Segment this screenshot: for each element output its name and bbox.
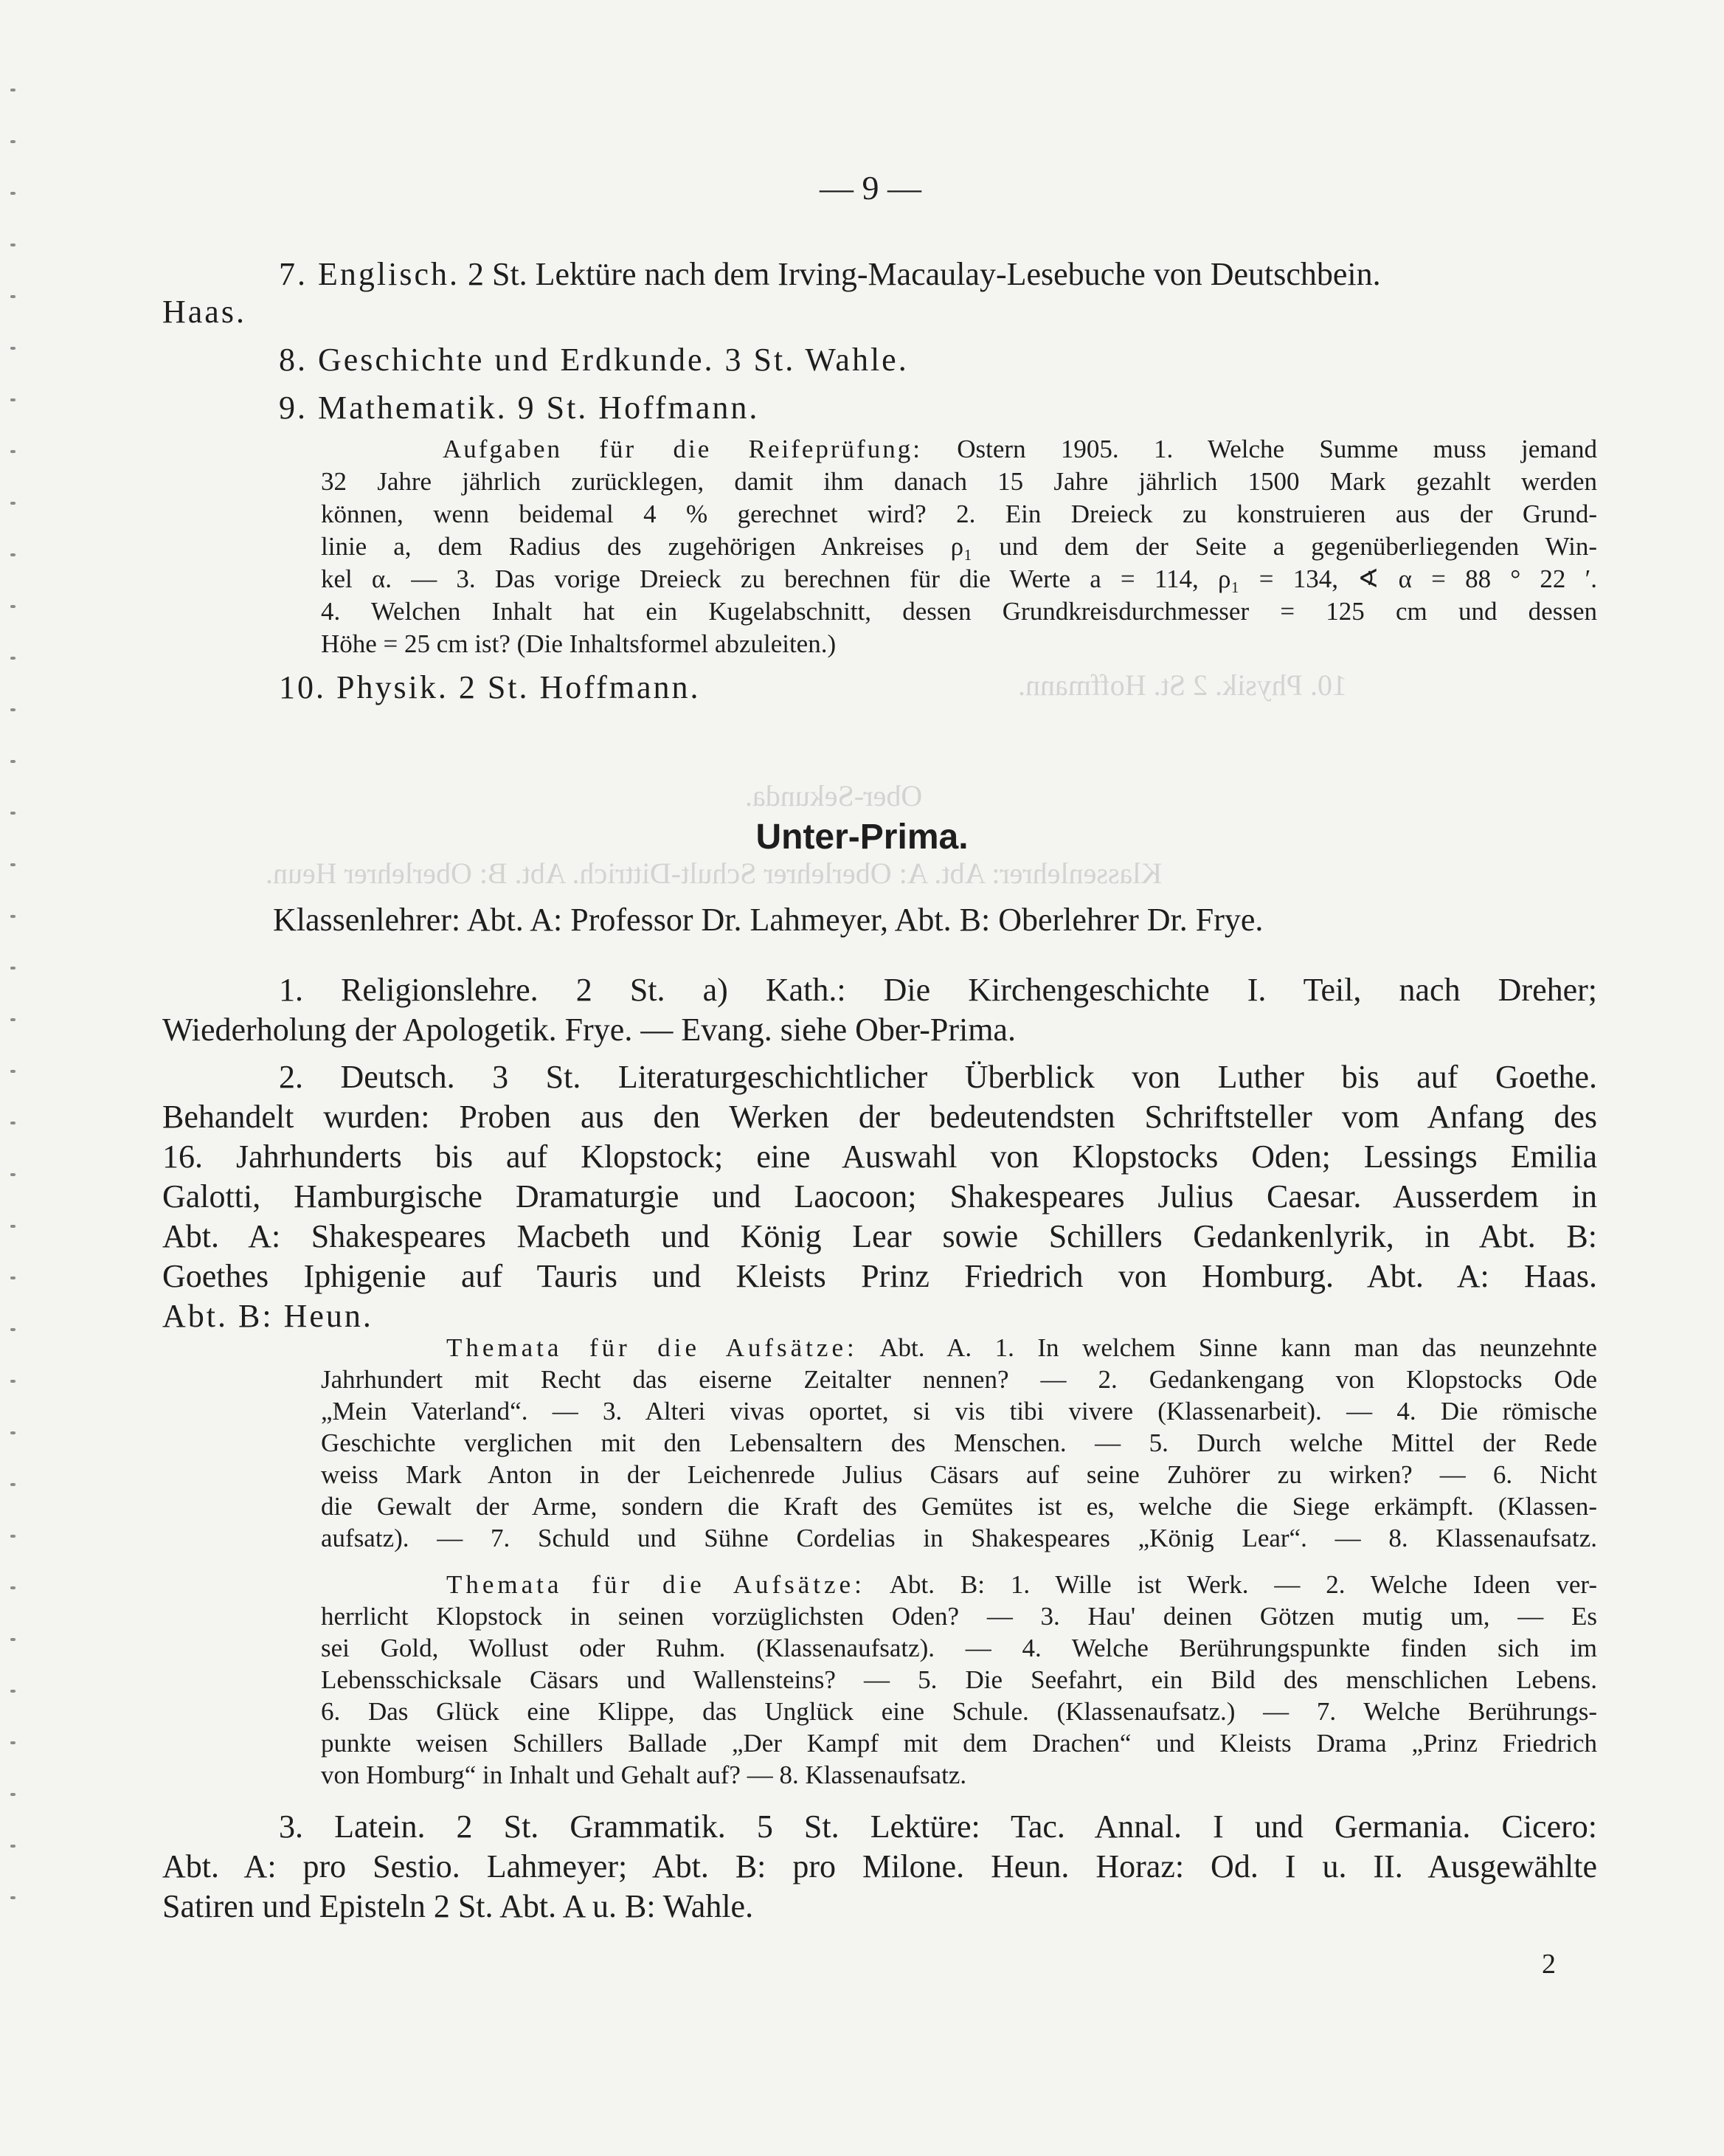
- text-line: Wiederholung der Apologetik. Frye. — Evang. siehe Ober-Prima.: [162, 1012, 1016, 1048]
- text-line: Satiren und Episteln 2 St. Abt. A u. B: Wahle.: [162, 1888, 754, 1924]
- text-line: Galotti, Hamburgische Dramaturgie und Laocoon; Shakespeares Julius Caesar. Ausserdem in: [162, 1178, 1597, 1215]
- math-line: [443, 434, 1597, 465]
- section-latein: 3. Latein. 2 St. Grammatik. 5 St. Lektüre: Tac. Annal. I und Germania. Cicero:: [279, 1808, 1597, 1845]
- text-line: 2 St. Lektüre nach dem Irving-Macaulay-Lesebuche von Deutschbein.: [467, 256, 1381, 292]
- essay-line: aufsatz). — 7. Schuld und Sühne Cordelias in Shakespeares „König Lear“. — 8. Klassenaufsatz.: [321, 1524, 1597, 1552]
- text-line: Abt. A: pro Sestio. Lahmeyer; Abt. B: pro Milone. Heun. Horaz: Od. I u. II. Ausgewählte: [162, 1848, 1597, 1884]
- bleed-through-text: 10. Physik. 2 St. Hoffmann.: [1018, 668, 1347, 702]
- essay-themes-b: [446, 1569, 1597, 1600]
- essay-line: punkte weisen Schillers Ballade „Der Kampf mit dem Drachen“ und Kleists Drama „Prinz Friedrich: [321, 1729, 1597, 1758]
- section-geschichte: 8. Geschichte und Erdkunde. 3 St. Wahle.: [279, 342, 909, 378]
- text-line: Haas.: [162, 294, 246, 330]
- lead-phrase: Themata für die Aufsätze:: [446, 1333, 858, 1362]
- text-line: Abt. A: Shakespeares Macbeth und König Lear sowie Schillers Gedankenlyrik, in Abt. B:: [162, 1218, 1597, 1254]
- math-line: Höhe = 25 cm ist? (Die Inhaltsformel abzuleiten.): [321, 629, 837, 658]
- essay-line: Geschichte verglichen mit den Lebensaltern des Menschen. — 5. Durch welche Mittel der Rede: [321, 1428, 1597, 1457]
- class-teachers: Klassenlehrer: Abt. A: Professor Dr. Lahmeyer, Abt. B: Oberlehrer Dr. Frye.: [273, 902, 1264, 938]
- section-mathematik: 9. Mathematik. 9 St. Hoffmann.: [279, 390, 760, 426]
- essay-themes-a: [446, 1333, 1597, 1364]
- math-line: linie a, dem Radius des zugehörigen Ankreises ρ₁ und dem der Seite a gegenüberliegenden Win-: [321, 532, 1597, 561]
- section-englisch: [279, 255, 1597, 294]
- math-line: 4. Welchen Inhalt hat ein Kugelabschnitt, dessen Grundkreisdurchmesser = 125 cm und dessen: [321, 597, 1597, 626]
- bleed-through-text: Ober-Sekunda.: [745, 779, 923, 812]
- subject-title: 7. Englisch.: [279, 256, 460, 292]
- math-line: können, wenn beidemal 4 % gerechnet wird? 2. Ein Dreieck zu konstruieren aus der Grund-: [321, 500, 1597, 528]
- lead-phrase: Aufgaben für die Reifeprüfung:: [443, 435, 922, 463]
- text-line: Abt. A. 1. In welchem Sinne kann man das neunzehnte: [879, 1333, 1597, 1362]
- lead-phrase: Themata für die Aufsätze:: [446, 1570, 865, 1599]
- section-physik: 10. Physik. 2 St. Hoffmann.: [279, 669, 701, 705]
- essay-line: weiss Mark Anton in der Leichenrede Julius Cäsars auf seine Zuhörer zu wirken? — 6. Nicht: [321, 1460, 1597, 1489]
- essay-line: Jahrhundert mit Recht das eiserne Zeitalter nennen? — 2. Gedankengang von Klopstocks Ode: [321, 1365, 1597, 1394]
- essay-line: die Gewalt der Arme, sondern die Kraft des Gemütes ist es, welche die Siege erkämpft. (Klassen-: [321, 1492, 1597, 1521]
- essay-line: herrlicht Klopstock in seinen vorzüglichsten Oden? — 3. Hau' deinen Götzen mutig um, — Es: [321, 1602, 1597, 1631]
- essay-line: Lebensschicksale Cäsars und Wallensteins? — 5. Die Seefahrt, ein Bild des menschlichen Lebens.: [321, 1665, 1597, 1694]
- page-number: — 9 —: [820, 169, 921, 207]
- math-line: kel α. — 3. Das vorige Dreieck zu berechnen für die Werte a = 114, ρ₁ = 134, ∢ α = 88 ° 22 ′.: [321, 564, 1597, 593]
- essay-line: „Mein Vaterland“. — 3. Alteri vivas oportet, si vis tibi vivere (Klassenarbeit). — 4. Die römische: [321, 1397, 1597, 1426]
- essay-line: sei Gold, Wollust oder Ruhm. (Klassenaufsatz). — 4. Welche Berührungspunkte finden sich im: [321, 1634, 1597, 1662]
- bleed-through-text: Klassenlehrer: Abt. A: Oberlehrer Schult-Dittrich. Abt. B: Oberlehrer Heun.: [266, 857, 1163, 890]
- text-line: Goethes Iphigenie auf Tauris und Kleists Prinz Friedrich von Homburg. Abt. A: Haas.: [162, 1258, 1597, 1294]
- section-heading: Unter-Prima.: [755, 818, 969, 857]
- section-deutsch: 2. Deutsch. 3 St. Literaturgeschichtlicher Überblick von Luther bis auf Goethe.: [279, 1059, 1597, 1095]
- essay-line: von Homburg“ in Inhalt und Gehalt auf? — 8. Klassenaufsatz.: [321, 1761, 967, 1789]
- essay-line: 6. Das Glück eine Klippe, das Unglück eine Schule. (Klassenaufsatz.) — 7. Welche Berührungs-: [321, 1697, 1597, 1726]
- text-line: Behandelt wurden: Proben aus den Werken der bedeutendsten Schriftsteller vom Anfang des: [162, 1099, 1597, 1135]
- text-line: Abt. B: 1. Wille ist Werk. — 2. Welche Ideen ver-: [889, 1570, 1597, 1599]
- text-line: 16. Jahrhunderts bis auf Klopstock; eine Auswahl von Klopstocks Oden; Lessings Emilia: [162, 1139, 1597, 1175]
- section-religion: 1. Religionslehre. 2 St. a) Kath.: Die Kirchengeschichte I. Teil, nach Dreher;: [279, 972, 1597, 1008]
- signature-mark: 2: [1542, 1949, 1556, 1980]
- math-line: 32 Jahre jährlich zurücklegen, damit ihm danach 15 Jahre jährlich 1500 Mark gezahlt werden: [321, 467, 1597, 496]
- text-line: Abt. B: Heun.: [162, 1298, 373, 1334]
- text-line: Ostern 1905. 1. Welche Summe muss jemand: [957, 435, 1598, 463]
